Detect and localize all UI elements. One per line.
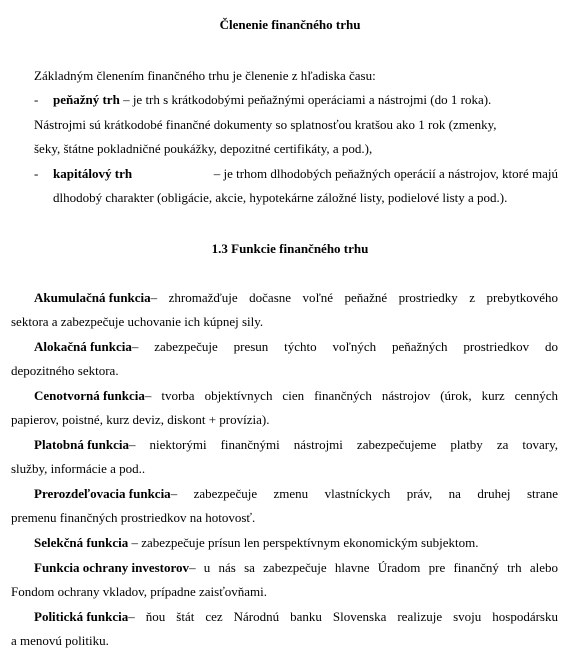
section-title-clenenie: Členenie finančného trhu [219,17,361,32]
function-term: Selekčná funkcia [34,535,129,550]
function-text-cont: a menovú politiku. [11,633,109,648]
function-text: – ňou štát cez Národnú banku Slovenska realizuje svoju hospodársku [128,609,558,624]
function-term: Cenotvorná funkcia [34,388,145,403]
function-text-cont: depozitného sektora. [11,363,119,378]
intro-text: Základným členením finančného trhu je členenie z hľadiska času: [34,68,376,83]
function-item [34,437,558,453]
function-item [34,609,558,625]
function-text-cont: služby, informácie a pod.. [11,461,146,476]
function-text-cont: Fondom ochrany vkladov, prípadne zaisťovňami. [11,584,267,599]
function-text: – zabezpečuje prísun len perspektívnym ekonomickým subjektom. [128,535,479,550]
paragraph-nastroje-line1 [34,117,558,133]
term-kapitalovy-trh: kapitálový trh [53,166,133,181]
paragraph-nastroje-line2: šeky, štátne pokladničné poukážky, depozitné certifikáty, a pod.), [34,141,373,156]
function-item [34,339,558,355]
function-text: – tvorba objektívnych cien finančných nástrojov (úrok, kurz cenných [144,388,558,403]
function-text: – zabezpečuje presun týchto voľných peňažných prostriedkov do [131,339,558,354]
function-term: Akumulačná funkcia [34,290,151,305]
function-text: – u nás sa zabezpečuje hlavne Úradom pre finančný trh alebo [189,560,558,575]
bullet-kapitalovy-trh-line2: dlhodobý charakter (obligácie, akcie, hypotekárne záložné listy, podielové listy a pod.). [53,190,508,205]
function-term: Alokačná funkcia [34,339,132,354]
function-item [34,290,558,306]
function-item [34,535,478,551]
bullet-dash: - [34,92,39,107]
function-text: – zabezpečuje zmenu vlastníckych práv, na druhej strane [170,486,558,501]
function-item [34,486,558,502]
function-item [34,560,558,576]
section-title-funkcie: 1.3 Funkcie finančného trhu [211,241,369,256]
function-text-cont: papierov, poistné, kurz deviz, diskont + provízia). [11,412,270,427]
function-text: – zhromažďuje dočasne voľné peňažné prostriedky z prebytkového [150,290,558,305]
function-term: Prerozdeľovacia funkcia [34,486,171,501]
function-term: Politická funkcia [34,609,129,624]
function-text-cont: premenu finančných prostriedkov na hotovosť. [11,510,256,525]
term-penazny-trh: peňažný trh [53,92,120,107]
paragraph-nastroje-line1-text: Nástrojmi sú krátkodobé finančné dokumenty so splatnosťou kratšou ako 1 rok (zmenky, [34,117,497,132]
bullet-kapitalovy-trh [53,166,558,182]
bullet-dash: - [34,166,39,181]
function-term: Funkcia ochrany investorov [34,560,190,575]
function-item [34,388,558,404]
function-text: – niektorými finančnými nástrojmi zabezpečujeme platby za tovary, [129,437,558,452]
bullet-kapitalovy-trh-text1: – je trhom dlhodobých peňažných operácií a nástrojov, ktoré majú [213,166,558,181]
function-text-cont: sektora a zabezpečuje uchovanie ich kúpnej sily. [11,314,264,329]
bullet-penazny-trh [53,92,491,108]
bullet-penazny-trh-text: – je trh s krátkodobými peňažnými operáciami a nástrojmi (do 1 roka). [119,92,492,107]
function-term: Platobná funkcia [34,437,129,452]
